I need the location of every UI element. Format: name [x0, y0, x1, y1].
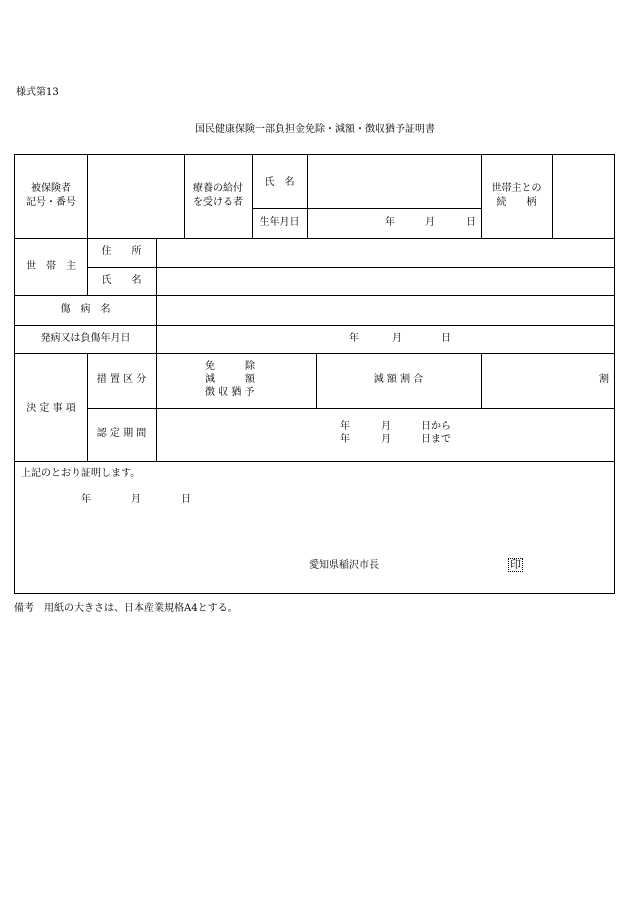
period-to-month: 月: [381, 434, 391, 445]
reduction-rate-label: 減 額 割 合: [373, 374, 424, 385]
reduction-rate-unit: 割: [599, 374, 609, 385]
onset-day-unit: 日: [441, 333, 451, 344]
recipient-name-label: 氏 名: [264, 177, 295, 188]
period-from-month: 月: [381, 421, 391, 432]
measure-category-label: 措 置 区 分: [96, 374, 147, 385]
remarks-note: 備考 用紙の大きさは、日本産業規格A4とする。: [14, 603, 238, 614]
birth-date-label: 生年月日: [259, 217, 300, 228]
certification-statement: 上記のとおり証明します。: [21, 468, 141, 479]
onset-month-unit: 月: [392, 333, 402, 344]
birth-year-unit: 年: [385, 217, 395, 228]
document-title: 国民健康保険一部負担金免除・減額・徴収猶予証明書: [195, 124, 435, 135]
cert-year-unit: 年: [81, 494, 91, 505]
cert-day-unit: 日: [181, 494, 191, 505]
benefit-recipient-label: 療養の給付 を受ける者: [193, 183, 243, 208]
birth-month-unit: 月: [425, 217, 435, 228]
cert-month-unit: 月: [131, 494, 141, 505]
householder-label: 世 帯 主: [26, 261, 76, 272]
householder-address-label: 住 所: [101, 246, 142, 257]
seal-mark: 印: [510, 558, 521, 571]
certificate-form: [14, 154, 615, 594]
relationship-label: 世帯主との 続 柄: [491, 183, 542, 208]
onset-date-label: 発病又は負傷年月日: [40, 333, 131, 344]
decision-label: 決 定 事 項: [26, 403, 76, 414]
period-from-day: 日から: [421, 421, 451, 432]
onset-year-unit: 年: [349, 333, 359, 344]
birth-day-unit: 日: [466, 217, 476, 228]
option-deferral: 徴 収 猶 予: [205, 387, 255, 398]
period-to-year: 年: [340, 434, 350, 445]
insured-number-label: 被保険者 記号・番号: [26, 183, 76, 208]
period-to-day: 日まで: [421, 434, 451, 445]
period-from-year: 年: [340, 421, 350, 432]
illness-label: 傷 病 名: [60, 304, 111, 315]
householder-name-label: 氏 名: [101, 275, 142, 286]
form-number: 様式第13: [16, 87, 59, 98]
option-reduction: 減 額: [205, 374, 255, 385]
option-exemption: 免 除: [205, 361, 255, 372]
approval-period-label: 認 定 期 間: [96, 428, 147, 439]
issuer-name: 愛知県稲沢市長: [309, 560, 379, 571]
